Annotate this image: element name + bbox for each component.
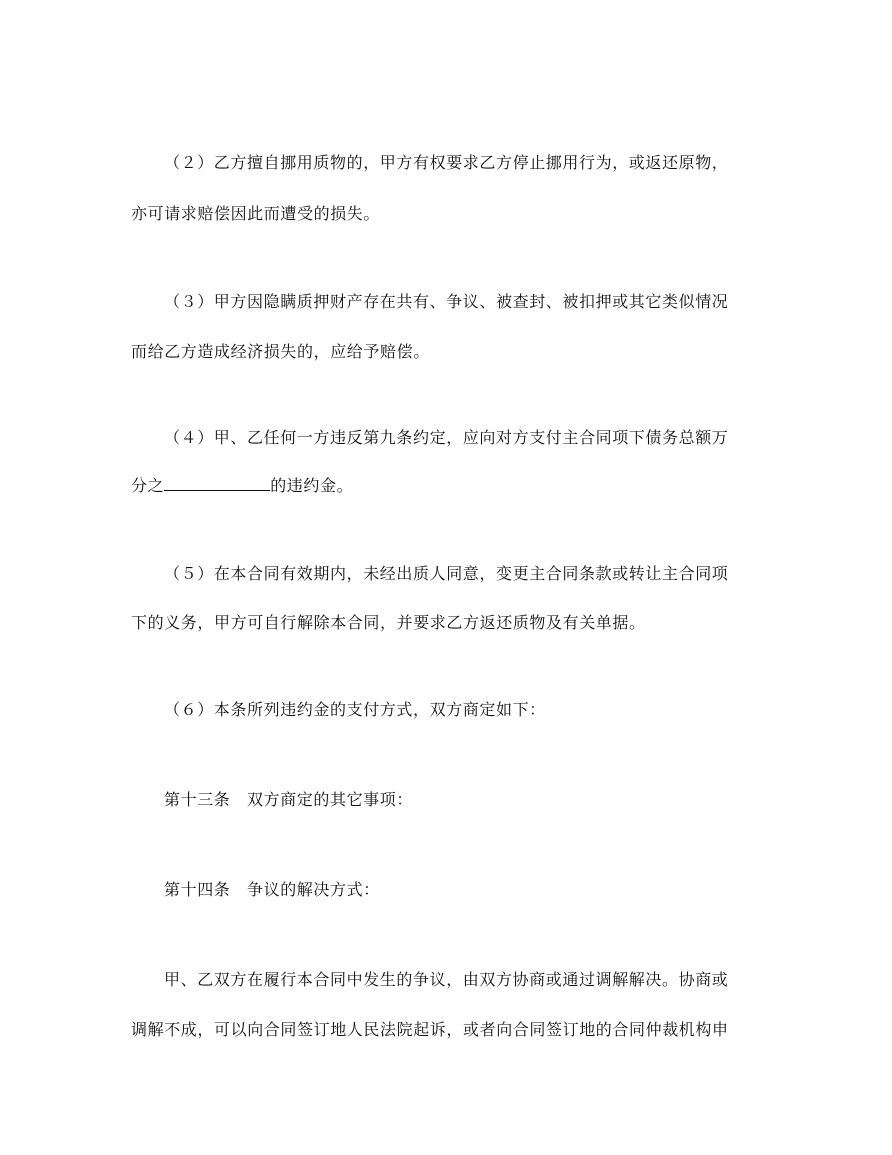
paragraph-4-prefix: 分之 [131, 476, 165, 495]
dispute-paragraph-line-2: 调解不成，可以向合同签订地人民法院起诉，或者向合同签订地的合同仲裁机构申 [131, 1020, 729, 1039]
paragraph-4-line-1: （４）甲、乙任何一方违反第九条约定，应向对方支付主合同项下债务总额万 [164, 428, 729, 447]
article-13-heading: 第十三条 双方商定的其它事项： [164, 790, 414, 809]
paragraph-5-line-1: （５）在本合同有效期内，未经出质人同意，变更主合同条款或转让主合同项 [164, 564, 729, 583]
fill-in-blank [164, 476, 270, 491]
paragraph-4-line-2 [131, 476, 353, 496]
paragraph-4-suffix: 的违约金。 [270, 476, 354, 495]
paragraph-6-line-1: （６）本条所列违约金的支付方式，双方商定如下： [164, 700, 546, 719]
paragraph-3-line-1: （３）甲方因隐瞒质押财产存在共有、争议、被查封、被扣押或其它类似情况 [164, 292, 729, 311]
paragraph-5-line-2: 下的义务，甲方可自行解除本合同，并要求乙方返还质物及有关单据。 [131, 613, 646, 632]
paragraph-2-line-1: （２）乙方擅自挪用质物的，甲方有权要求乙方停止挪用行为，或返还原物， [164, 153, 729, 172]
paragraph-2-line-2: 亦可请求赔偿因此而遭受的损失。 [131, 204, 381, 223]
paragraph-3-line-2: 而给乙方造成经济损失的，应给予赔偿。 [131, 342, 430, 361]
article-14-heading: 第十四条 争议的解决方式： [164, 880, 380, 899]
dispute-paragraph-line-1: 甲、乙双方在履行本合同中发生的争议，由双方协商或通过调解解决。协商或 [164, 970, 729, 989]
